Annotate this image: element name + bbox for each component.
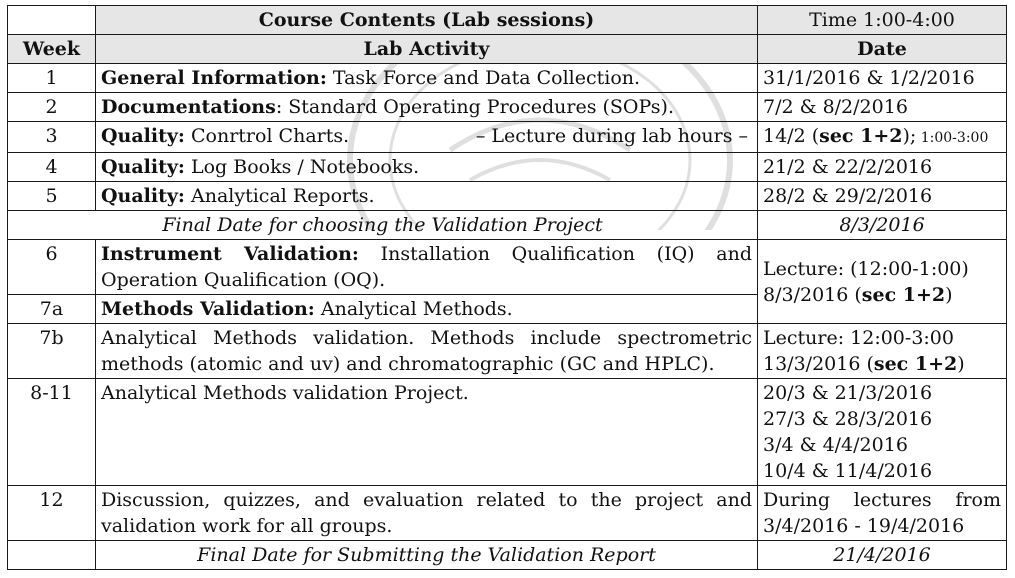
course-contents-title: Course Contents (Lab sessions) [96, 6, 758, 35]
date-cell: 28/2 & 29/2/2016 [758, 182, 1007, 211]
final-date-label: Final Date for Submitting the Validation Report [96, 541, 758, 570]
week-cell: 7a [8, 295, 96, 324]
table-row [8, 64, 1007, 93]
date-cell [758, 240, 1007, 324]
time-header: Time 1:00-4:00 [758, 6, 1007, 35]
week-cell: 8-11 [8, 379, 96, 486]
final-date-value: 21/4/2016 [758, 541, 1007, 570]
week-cell: 2 [8, 93, 96, 122]
activity-cell [96, 122, 758, 153]
activity-text: Installation Qualification (IQ) and Operation Qualification (OQ). [101, 243, 752, 291]
activity-topic: Quality: [101, 125, 185, 147]
date-cell [758, 486, 1007, 541]
activity-topic: Instrument Validation: [101, 243, 359, 265]
date-start: 13/3/2016 ( [763, 353, 874, 375]
activity-text: : Standard Operating Procedures (SOPs). [275, 96, 674, 118]
activity-topic: Methods Validation: [101, 298, 315, 320]
date-entry: 20/3 & 21/3/2016 [763, 382, 933, 404]
lecture-time: Lecture: (12:00-1:00) [763, 257, 969, 280]
time-range: 1:00-3:00 [916, 130, 989, 146]
date-end: ); [902, 125, 917, 147]
date-start: 8/3/2016 ( [763, 283, 862, 306]
date-entry: 27/3 & 28/3/2016 [763, 408, 933, 430]
date-cell: 21/2 & 22/2/2016 [758, 153, 1007, 182]
activity-cell: Analytical Methods validation Project. [96, 379, 758, 486]
date-cell [758, 122, 1007, 153]
final-date-value: 8/3/2016 [758, 211, 1007, 240]
final-date-row [8, 541, 1007, 570]
date-start: 14/2 ( [763, 125, 820, 147]
section-label: sec 1+2 [861, 283, 946, 306]
course-schedule-table [7, 5, 1007, 570]
activity-cell: Discussion, quizzes, and evaluation related to the project and validation work for all groups. [96, 486, 758, 541]
date-cell [758, 379, 1007, 486]
activity-topic: Quality: [101, 156, 185, 178]
week-cell: 6 [8, 240, 96, 295]
final-date-label: Final Date for choosing the Validation Project [8, 211, 758, 240]
week-cell: 1 [8, 64, 96, 93]
table-row [8, 379, 1007, 486]
activity-cell [96, 182, 758, 211]
blank-week-cell [8, 541, 96, 570]
activity-text: Conrtrol Charts. [184, 125, 350, 147]
activity-cell [96, 240, 758, 295]
activity-text: Analytical Methods. [314, 298, 513, 320]
activity-topic: Documentations [101, 96, 276, 118]
table-row [8, 153, 1007, 182]
activity-cell [96, 153, 758, 182]
date-column-header: Date [758, 35, 1007, 64]
activity-cell: Analytical Methods validation. Methods include spectrometric methods (atomic and uv) and chromatographic (GC and HPLC). [96, 324, 758, 379]
week-cell: 3 [8, 122, 96, 153]
week-cell: 5 [8, 182, 96, 211]
activity-text: Task Force and Data Collection. [326, 67, 641, 89]
activity-cell [96, 64, 758, 93]
table-row [8, 324, 1007, 379]
header-row-columns [8, 35, 1007, 64]
week-cell: 4 [8, 153, 96, 182]
section-label: sec 1+2 [873, 353, 958, 375]
table-row [8, 93, 1007, 122]
date-end: ) [957, 353, 965, 375]
activity-column-header: Lab Activity [96, 35, 758, 64]
table-row [8, 240, 1007, 295]
activity-topic: General Information: [101, 67, 327, 89]
table-row [8, 122, 1007, 153]
activity-text: Log Books / Notebooks. [184, 156, 420, 178]
date-end: ) [945, 283, 953, 306]
activity-cell [96, 295, 758, 324]
final-date-row [8, 211, 1007, 240]
date-cell [758, 324, 1007, 379]
date-entry: 3/4 & 4/4/2016 [763, 434, 908, 456]
activity-cell [96, 93, 758, 122]
table-row [8, 486, 1007, 541]
table-row [8, 182, 1007, 211]
date-cell: 7/2 & 8/2/2016 [758, 93, 1007, 122]
header-row-top [8, 6, 1007, 35]
week-cell: 7b [8, 324, 96, 379]
date-cell: 31/1/2016 & 1/2/2016 [758, 64, 1007, 93]
activity-text: Analytical Reports. [184, 185, 375, 207]
week-cell: 12 [8, 486, 96, 541]
lecture-period-range: 3/4/2016 - 19/4/2016 [763, 515, 965, 537]
lecture-note: – Lecture during lab hours – [475, 125, 748, 147]
blank-corner-cell [8, 6, 96, 35]
date-entry: 10/4 & 11/4/2016 [763, 460, 933, 482]
section-label: sec 1+2 [819, 125, 903, 147]
activity-topic: Quality: [101, 185, 185, 207]
week-column-header: Week [8, 35, 96, 64]
lecture-period-label: During lectures from [763, 489, 1001, 511]
lecture-time: Lecture: 12:00-3:00 [763, 327, 954, 349]
